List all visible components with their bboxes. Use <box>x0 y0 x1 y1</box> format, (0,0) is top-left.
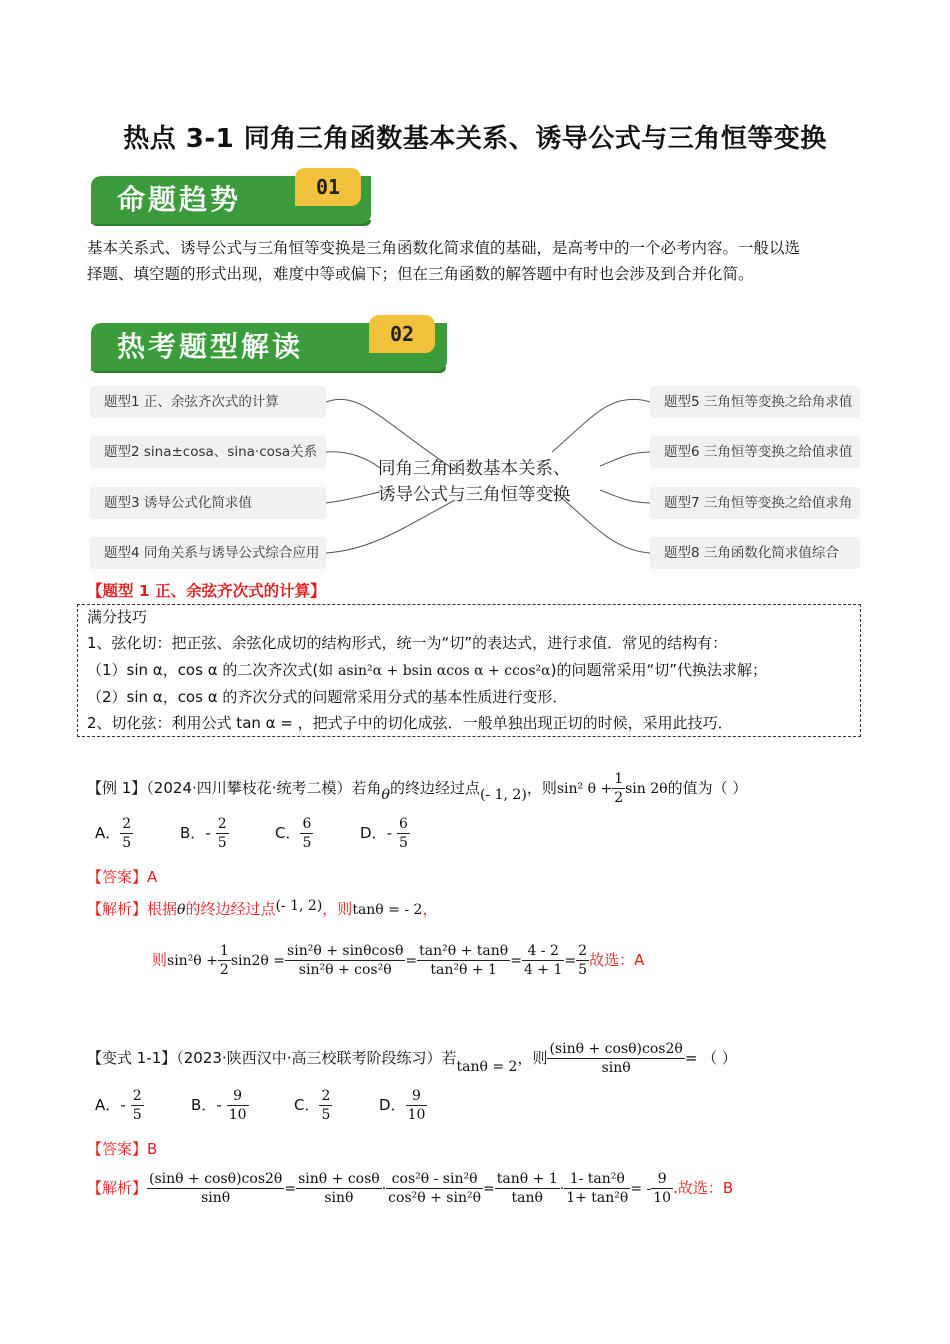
option-sign: - <box>216 1096 222 1114</box>
page-title: 热点 3-1 同角三角函数基本关系、诱导公式与三角恒等变换 <box>123 124 827 154</box>
numerator: 1 <box>614 771 624 787</box>
mindmap-center-line-1: 同角三角函数基本关系、 <box>378 459 571 479</box>
var1-mid: ，则 <box>517 1049 548 1067</box>
denominator: 5 <box>217 835 227 851</box>
var1-solution: 【解析】 $\frac{(\sin\theta + \cos\theta)\cos 2\theta}{\sin\theta}$ = $\frac{\sin\theta + \cos\theta}{\sin\theta}$ · $\frac{\text{cos²θ - sin²θ}}{\text{cos²θ + sin²θ}}$ = $\frac{\tan\theta + 1}{\tan\theta}$ · $\frac{\text{1- tan²θ}}{\text{1+ tan²θ}}$ = - $\frac{9}{10}$ .故选：B <box>87 1171 734 1206</box>
var1-option-b <box>191 1087 249 1124</box>
var1-option-d <box>379 1087 427 1124</box>
ex1-solution-line-1 <box>87 898 437 921</box>
option-label: C． <box>294 1096 320 1114</box>
option-fraction <box>319 1087 332 1124</box>
denominator: sinθ <box>324 1190 354 1206</box>
denominator: 4 + 1 <box>523 962 563 978</box>
var1-tail: = （ ） <box>684 1049 737 1067</box>
option-fraction <box>397 815 410 852</box>
option-label: B． <box>191 1096 217 1114</box>
option-label: D． <box>360 824 387 842</box>
tips-line-4: 2、切化弦：利用公式 tan α = ，把式子中的切化成弦．一般单独出现正切的时候，采用此技巧． <box>87 714 733 732</box>
mindmap-topic-7: 题型7 三角恒等变换之给值求角 <box>650 487 860 519</box>
option-sign: - <box>120 1096 126 1114</box>
var1-lead: 【变式 1-1】（2023·陕西汉中·高三校联考阶段练习）若 <box>87 1049 457 1067</box>
connector-right-3 <box>600 490 650 503</box>
sol-fraction-1 <box>147 1170 284 1207</box>
var1-condition: tanθ = 2 <box>456 1059 518 1075</box>
tips-line-1: 1、弦化切：把正弦、余弦化成切的结构形式，统一为“切”的表达式，进行求值．常见的结构有： <box>87 634 728 652</box>
mindmap-topic-5: 题型5 三角恒等变换之给角求值 <box>650 386 860 418</box>
sol-lead: 【解析】根据 <box>87 900 178 918</box>
numerator: (sinθ + cosθ)cos2θ <box>149 1171 283 1187</box>
sol-then: 则 <box>152 951 168 969</box>
sol-fraction-1 <box>285 942 405 979</box>
numerator: sin²θ + sinθcosθ <box>287 943 404 959</box>
banner-number: 02 <box>369 315 435 353</box>
mindmap-topic-4: 题型4 同角关系与诱导公式综合应用 <box>90 537 326 569</box>
ex1-solution-line-2 <box>152 942 644 979</box>
mindmap-topic-8: 题型8 三角函数化简求值综合 <box>650 537 860 569</box>
denominator: 2 <box>614 790 624 806</box>
sol-fraction-4 <box>576 942 589 979</box>
ex1-option-a <box>95 815 133 852</box>
section-banner-hot <box>91 323 446 375</box>
ex1-point: (- 1, 2) <box>479 787 527 803</box>
denominator: 5 <box>132 1107 142 1123</box>
example-1-question <box>87 770 747 807</box>
var1-answer: 【答案】B <box>87 1140 158 1158</box>
denominator: 10 <box>407 1107 426 1123</box>
ex1-option-c <box>275 815 313 852</box>
ex1-mid: 的终边经过点 <box>389 779 480 797</box>
intro-line-2: 择题、填空题的形式出现，难度中等或偏下；但在三角函数的解答题中有时也会涉及到合并化简。 <box>87 265 754 283</box>
numerator: 1- tan²θ <box>564 1170 630 1189</box>
mindmap-center-line-2: 诱导公式与三角恒等变换 <box>378 485 571 505</box>
numerator: 6 <box>302 816 312 832</box>
tips-line-3: （2）sin α，cos α 的齐次分式的问题常采用分式的基本性质进行变形． <box>87 688 568 706</box>
option-label: B． <box>180 824 206 842</box>
numerator: 9 <box>651 1170 673 1189</box>
denominator: tan²θ + 1 <box>430 962 497 978</box>
equals-sign: = <box>483 1181 495 1197</box>
result-sign: = - <box>630 1181 652 1197</box>
ex1-answer: 【答案】A <box>87 868 158 886</box>
option-fraction <box>216 815 229 852</box>
denominator: 5 <box>122 835 132 851</box>
numerator: 9 <box>227 1087 249 1106</box>
tips-line-2-formula: asin²α + bsin αcos α + ccos²α <box>337 663 551 679</box>
sol-half-fraction <box>218 942 231 979</box>
numerator: (sinθ + cosθ)cos2θ <box>549 1041 683 1057</box>
numerator: 9 <box>406 1087 428 1106</box>
ex1-tail: 的值为（ ） <box>667 779 748 797</box>
connector-left-2 <box>326 452 380 468</box>
banner-label: 命题趋势 <box>91 176 371 224</box>
ex1-mid2: ，则 <box>526 779 557 797</box>
tips-heading: 满分技巧 <box>87 608 148 626</box>
banner-label: 热考题型解读 <box>91 323 447 371</box>
connector-right-2 <box>600 452 650 466</box>
option-label: D． <box>379 1096 406 1114</box>
option-sign: - <box>205 824 211 842</box>
numerator: tanθ + 1 <box>496 1171 558 1187</box>
denominator: 2 <box>219 962 229 978</box>
sol-fraction-6 <box>651 1170 673 1207</box>
sol-theta: θ <box>177 902 186 918</box>
sol-fraction-2 <box>296 1170 382 1207</box>
denominator: sinθ <box>601 1060 631 1076</box>
equals-sign: = <box>284 1181 297 1197</box>
section-banner-trend <box>91 176 371 228</box>
sol-fraction-5 <box>564 1170 630 1207</box>
sol-sin2: sin2θ = <box>230 953 286 969</box>
tips-line-2-end: )的问题常采用“切”代换法求解； <box>550 661 768 679</box>
numerator: cos²θ - sin²θ <box>386 1170 483 1189</box>
sol-choose: .故选：B <box>673 1179 734 1197</box>
numerator: 2 <box>321 1088 331 1104</box>
section-heading-type1: 【题型 1 正、余弦齐次式的计算】 <box>87 582 326 600</box>
mindmap-topic-2: 题型2 sina±cosa、sina·cosa关系 <box>90 436 326 468</box>
tips-line-2-start: （1）sin α，cos α 的二次齐次式(如 <box>87 661 338 679</box>
banner-number: 01 <box>295 168 361 206</box>
tips-line-2 <box>87 659 767 682</box>
ex1-half-fraction <box>612 770 625 807</box>
connector-left-3 <box>326 492 380 503</box>
equals-sign: = <box>564 953 577 969</box>
numerator: 2 <box>122 816 132 832</box>
numerator: tan²θ + tanθ <box>419 943 509 959</box>
denominator: cos²θ + sin²θ <box>388 1190 482 1206</box>
sol-lhs: sin²θ + <box>167 953 218 969</box>
numerator: 6 <box>398 816 408 832</box>
ex1-theta: θ <box>381 787 390 803</box>
sol-comma: ， <box>422 900 438 918</box>
ex1-option-d <box>360 815 410 852</box>
numerator: 1 <box>219 943 229 959</box>
connector-right-1 <box>552 399 650 452</box>
sol-fraction-2 <box>417 942 510 979</box>
var1-option-a <box>95 1087 144 1124</box>
ex1-lead: 【例 1】（2024·四川攀枝花·统考二模）若角 <box>87 779 382 797</box>
option-label: C． <box>275 824 301 842</box>
sol-label: 【解析】 <box>87 1179 148 1197</box>
option-fraction <box>131 1087 144 1124</box>
mindmap-topic-3: 题型3 诱导公式化简求值 <box>90 487 326 519</box>
mindmap-center <box>378 456 598 508</box>
numerator: sinθ + cosθ <box>298 1171 380 1187</box>
ex1-expr2: sin 2θ <box>625 781 668 797</box>
var1-option-c <box>294 1087 332 1124</box>
equals-sign: = <box>510 953 522 969</box>
intro-paragraph <box>87 235 867 287</box>
mindmap-topic-1: 题型1 正、余弦齐次式的计算 <box>90 386 326 418</box>
option-sign: - <box>386 824 392 842</box>
denominator: 1+ tan²θ <box>566 1190 629 1206</box>
ex1-expr: sin² θ + <box>556 781 613 797</box>
option-fraction <box>120 815 133 852</box>
option-label: A． <box>95 1096 121 1114</box>
equals-sign: = <box>405 953 418 969</box>
variant-1-1-question <box>87 1040 737 1077</box>
mindmap-topic-6: 题型6 三角恒等变换之给值求值 <box>650 436 860 468</box>
numerator: 2 <box>217 816 227 832</box>
sol-mid: 的终边经过点 <box>185 900 276 918</box>
sol-point: (- 1, 2) <box>275 898 323 914</box>
denominator: sinθ <box>201 1190 231 1206</box>
denominator: 5 <box>321 1107 331 1123</box>
denominator: 10 <box>653 1190 672 1206</box>
numerator: 2 <box>132 1088 142 1104</box>
denominator: 10 <box>228 1107 247 1123</box>
denominator: 5 <box>302 835 312 851</box>
numerator: 4 - 2 <box>522 942 564 961</box>
option-fraction <box>406 1087 428 1124</box>
sol-fraction-3 <box>522 942 564 979</box>
numerator: 2 <box>578 943 588 959</box>
option-fraction <box>300 815 313 852</box>
denominator: sin²θ + cos²θ <box>298 962 392 978</box>
ex1-option-b <box>180 815 229 852</box>
option-label: A． <box>95 824 121 842</box>
sol-fraction-4 <box>495 1170 560 1207</box>
intro-line-1: 基本关系式、诱导公式与三角恒等变换是三角函数化简求值的基础，是高考中的一个必考内容。一般以选 <box>87 239 801 257</box>
sol-mid2: ，则 <box>322 900 353 918</box>
denominator: 5 <box>578 962 588 978</box>
sol-tan: tanθ = - 2 <box>352 902 423 918</box>
sol-choose: 故选：A <box>589 951 645 969</box>
denominator: tanθ <box>511 1190 543 1206</box>
var1-fraction <box>547 1040 684 1077</box>
option-fraction <box>227 1087 249 1124</box>
sol-fraction-3 <box>386 1170 483 1207</box>
denominator: 5 <box>398 835 408 851</box>
